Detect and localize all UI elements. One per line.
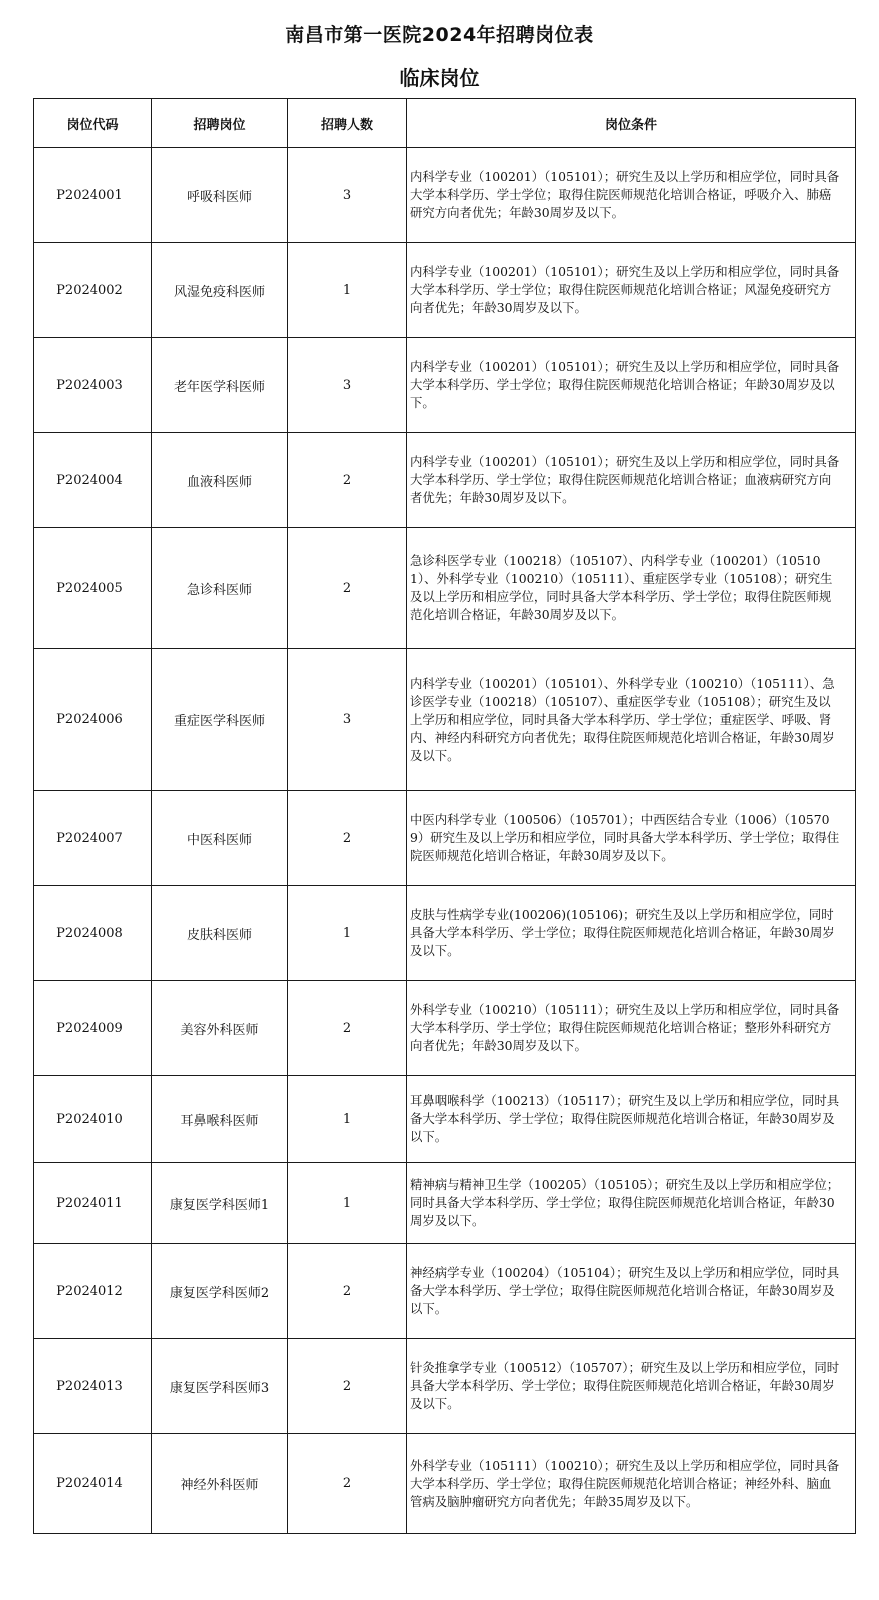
headcount: 1 bbox=[288, 886, 407, 981]
header-position-name: 招聘岗位 bbox=[152, 99, 288, 148]
table-row bbox=[34, 243, 856, 338]
table-row bbox=[34, 1163, 856, 1244]
headcount: 2 bbox=[288, 1244, 407, 1339]
position-name: 重症医学科医师 bbox=[152, 649, 288, 791]
headcount: 3 bbox=[288, 649, 407, 791]
section-title: 临床岗位 bbox=[399, 66, 480, 90]
table-header-row bbox=[34, 99, 856, 148]
headcount: 1 bbox=[288, 1163, 407, 1244]
table-row bbox=[34, 1244, 856, 1339]
position-conditions: 外科学专业（100210）（105111）；研究生及以上学历和相应学位，同时具备大学本科学历、学士学位；取得住院医师规范化培训合格证；整形外科研究方向者优先；年龄30周岁及以下。 bbox=[407, 981, 856, 1076]
table-row bbox=[34, 981, 856, 1076]
position-code: P2024013 bbox=[34, 1339, 152, 1434]
position-code: P2024012 bbox=[34, 1244, 152, 1339]
headcount: 2 bbox=[288, 791, 407, 886]
position-code: P2024006 bbox=[34, 649, 152, 791]
table-row bbox=[34, 338, 856, 433]
table-row bbox=[34, 433, 856, 528]
position-name: 美容外科医师 bbox=[152, 981, 288, 1076]
table-row bbox=[34, 528, 856, 649]
position-name: 血液科医师 bbox=[152, 433, 288, 528]
headcount: 3 bbox=[288, 338, 407, 433]
position-conditions: 内科学专业（100201）（105101）、外科学专业（100210）（105111）、急诊医学专业（100218）（105107）、重症医学专业（105108）；研究生及以上学历和相应学位，同时具备大学本科学历、学士学位；重症医学、呼吸、肾内、神经内科研究方向者优先；取得住院医师规范化培训合格证，年龄30周岁及以下。 bbox=[407, 649, 856, 791]
position-name: 中医科医师 bbox=[152, 791, 288, 886]
table-row bbox=[34, 1434, 856, 1534]
table-row bbox=[34, 1339, 856, 1434]
position-name: 康复医学科医师1 bbox=[152, 1163, 288, 1244]
table-row bbox=[34, 1076, 856, 1163]
position-code: P2024007 bbox=[34, 791, 152, 886]
recruitment-table bbox=[33, 98, 856, 1534]
position-name: 老年医学科医师 bbox=[152, 338, 288, 433]
position-name: 康复医学科医师2 bbox=[152, 1244, 288, 1339]
position-name: 风湿免疫科医师 bbox=[152, 243, 288, 338]
headcount: 3 bbox=[288, 148, 407, 243]
page-title: 南昌市第一医院2024年招聘岗位表 bbox=[285, 24, 594, 46]
position-conditions: 中医内科学专业（100506）（105701）；中西医结合专业（1006）（105709）研究生及以上学历和相应学位，同时具备大学本科学历、学士学位；取得住院医师规范化培训合格证，年龄30周岁及以下。 bbox=[407, 791, 856, 886]
position-conditions: 内科学专业（100201）（105101）；研究生及以上学历和相应学位，同时具备大学本科学历、学士学位；取得住院医师规范化培训合格证，呼吸介入、肺癌研究方向者优先；年龄30周岁及以下。 bbox=[407, 148, 856, 243]
position-name: 康复医学科医师3 bbox=[152, 1339, 288, 1434]
position-name: 皮肤科医师 bbox=[152, 886, 288, 981]
headcount: 2 bbox=[288, 1339, 407, 1434]
position-code: P2024014 bbox=[34, 1434, 152, 1534]
position-conditions: 耳鼻咽喉科学（100213）（105117）；研究生及以上学历和相应学位，同时具备大学本科学历、学士学位；取得住院医师规范化培训合格证，年龄30周岁及以下。 bbox=[407, 1076, 856, 1163]
position-conditions: 内科学专业（100201）（105101）；研究生及以上学历和相应学位，同时具备大学本科学历、学士学位；取得住院医师规范化培训合格证；风湿免疫研究方向者优先；年龄30周岁及以下。 bbox=[407, 243, 856, 338]
position-code: P2024011 bbox=[34, 1163, 152, 1244]
position-conditions: 内科学专业（100201）（105101）；研究生及以上学历和相应学位，同时具备大学本科学历、学士学位；取得住院医师规范化培训合格证；年龄30周岁及以下。 bbox=[407, 338, 856, 433]
position-code: P2024005 bbox=[34, 528, 152, 649]
position-conditions: 皮肤与性病学专业(100206)(105106)；研究生及以上学历和相应学位，同时具备大学本科学历、学士学位；取得住院医师规范化培训合格证，年龄30周岁及以下。 bbox=[407, 886, 856, 981]
headcount: 2 bbox=[288, 1434, 407, 1534]
headcount: 2 bbox=[288, 433, 407, 528]
headcount: 1 bbox=[288, 243, 407, 338]
headcount: 2 bbox=[288, 981, 407, 1076]
position-name: 呼吸科医师 bbox=[152, 148, 288, 243]
table-row bbox=[34, 791, 856, 886]
position-code: P2024002 bbox=[34, 243, 152, 338]
position-name: 耳鼻喉科医师 bbox=[152, 1076, 288, 1163]
header-headcount: 招聘人数 bbox=[288, 99, 407, 148]
table-row bbox=[34, 886, 856, 981]
position-conditions: 精神病与精神卫生学（100205）（105105）；研究生及以上学历和相应学位；同时具备大学本科学历、学士学位；取得住院医师规范化培训合格证，年龄30周岁及以下。 bbox=[407, 1163, 856, 1244]
position-conditions: 外科学专业（105111）（100210）；研究生及以上学历和相应学位，同时具备大学本科学历、学士学位；取得住院医师规范化培训合格证；神经外科、脑血管病及脑肿瘤研究方向者优先；年龄35周岁及以下。 bbox=[407, 1434, 856, 1534]
position-conditions: 针灸推拿学专业（100512）（105707）；研究生及以上学历和相应学位，同时具备大学本科学历、学士学位；取得住院医师规范化培训合格证，年龄30周岁及以下。 bbox=[407, 1339, 856, 1434]
position-name: 急诊科医师 bbox=[152, 528, 288, 649]
table-row bbox=[34, 649, 856, 791]
position-code: P2024008 bbox=[34, 886, 152, 981]
position-code: P2024004 bbox=[34, 433, 152, 528]
headcount: 2 bbox=[288, 528, 407, 649]
header-conditions: 岗位条件 bbox=[407, 99, 856, 148]
table-row bbox=[34, 148, 856, 243]
position-code: P2024001 bbox=[34, 148, 152, 243]
position-conditions: 急诊科医学专业（100218）（105107）、内科学专业（100201）（105101）、外科学专业（100210）（105111）、重症医学专业（105108）；研究生及以上学历和相应学位，同时具备大学本科学历、学士学位；取得住院医师规范化培训合格证，年龄30周岁及以下。 bbox=[407, 528, 856, 649]
position-conditions: 神经病学专业（100204）（105104）；研究生及以上学历和相应学位，同时具备大学本科学历、学士学位；取得住院医师规范化培训合格证，年龄30周岁及以下。 bbox=[407, 1244, 856, 1339]
position-code: P2024009 bbox=[34, 981, 152, 1076]
position-name: 神经外科医师 bbox=[152, 1434, 288, 1534]
position-conditions: 内科学专业（100201）（105101）；研究生及以上学历和相应学位，同时具备大学本科学历、学士学位；取得住院医师规范化培训合格证；血液病研究方向者优先；年龄30周岁及以下。 bbox=[407, 433, 856, 528]
position-code: P2024003 bbox=[34, 338, 152, 433]
header-position-code: 岗位代码 bbox=[34, 99, 152, 148]
position-code: P2024010 bbox=[34, 1076, 152, 1163]
headcount: 1 bbox=[288, 1076, 407, 1163]
